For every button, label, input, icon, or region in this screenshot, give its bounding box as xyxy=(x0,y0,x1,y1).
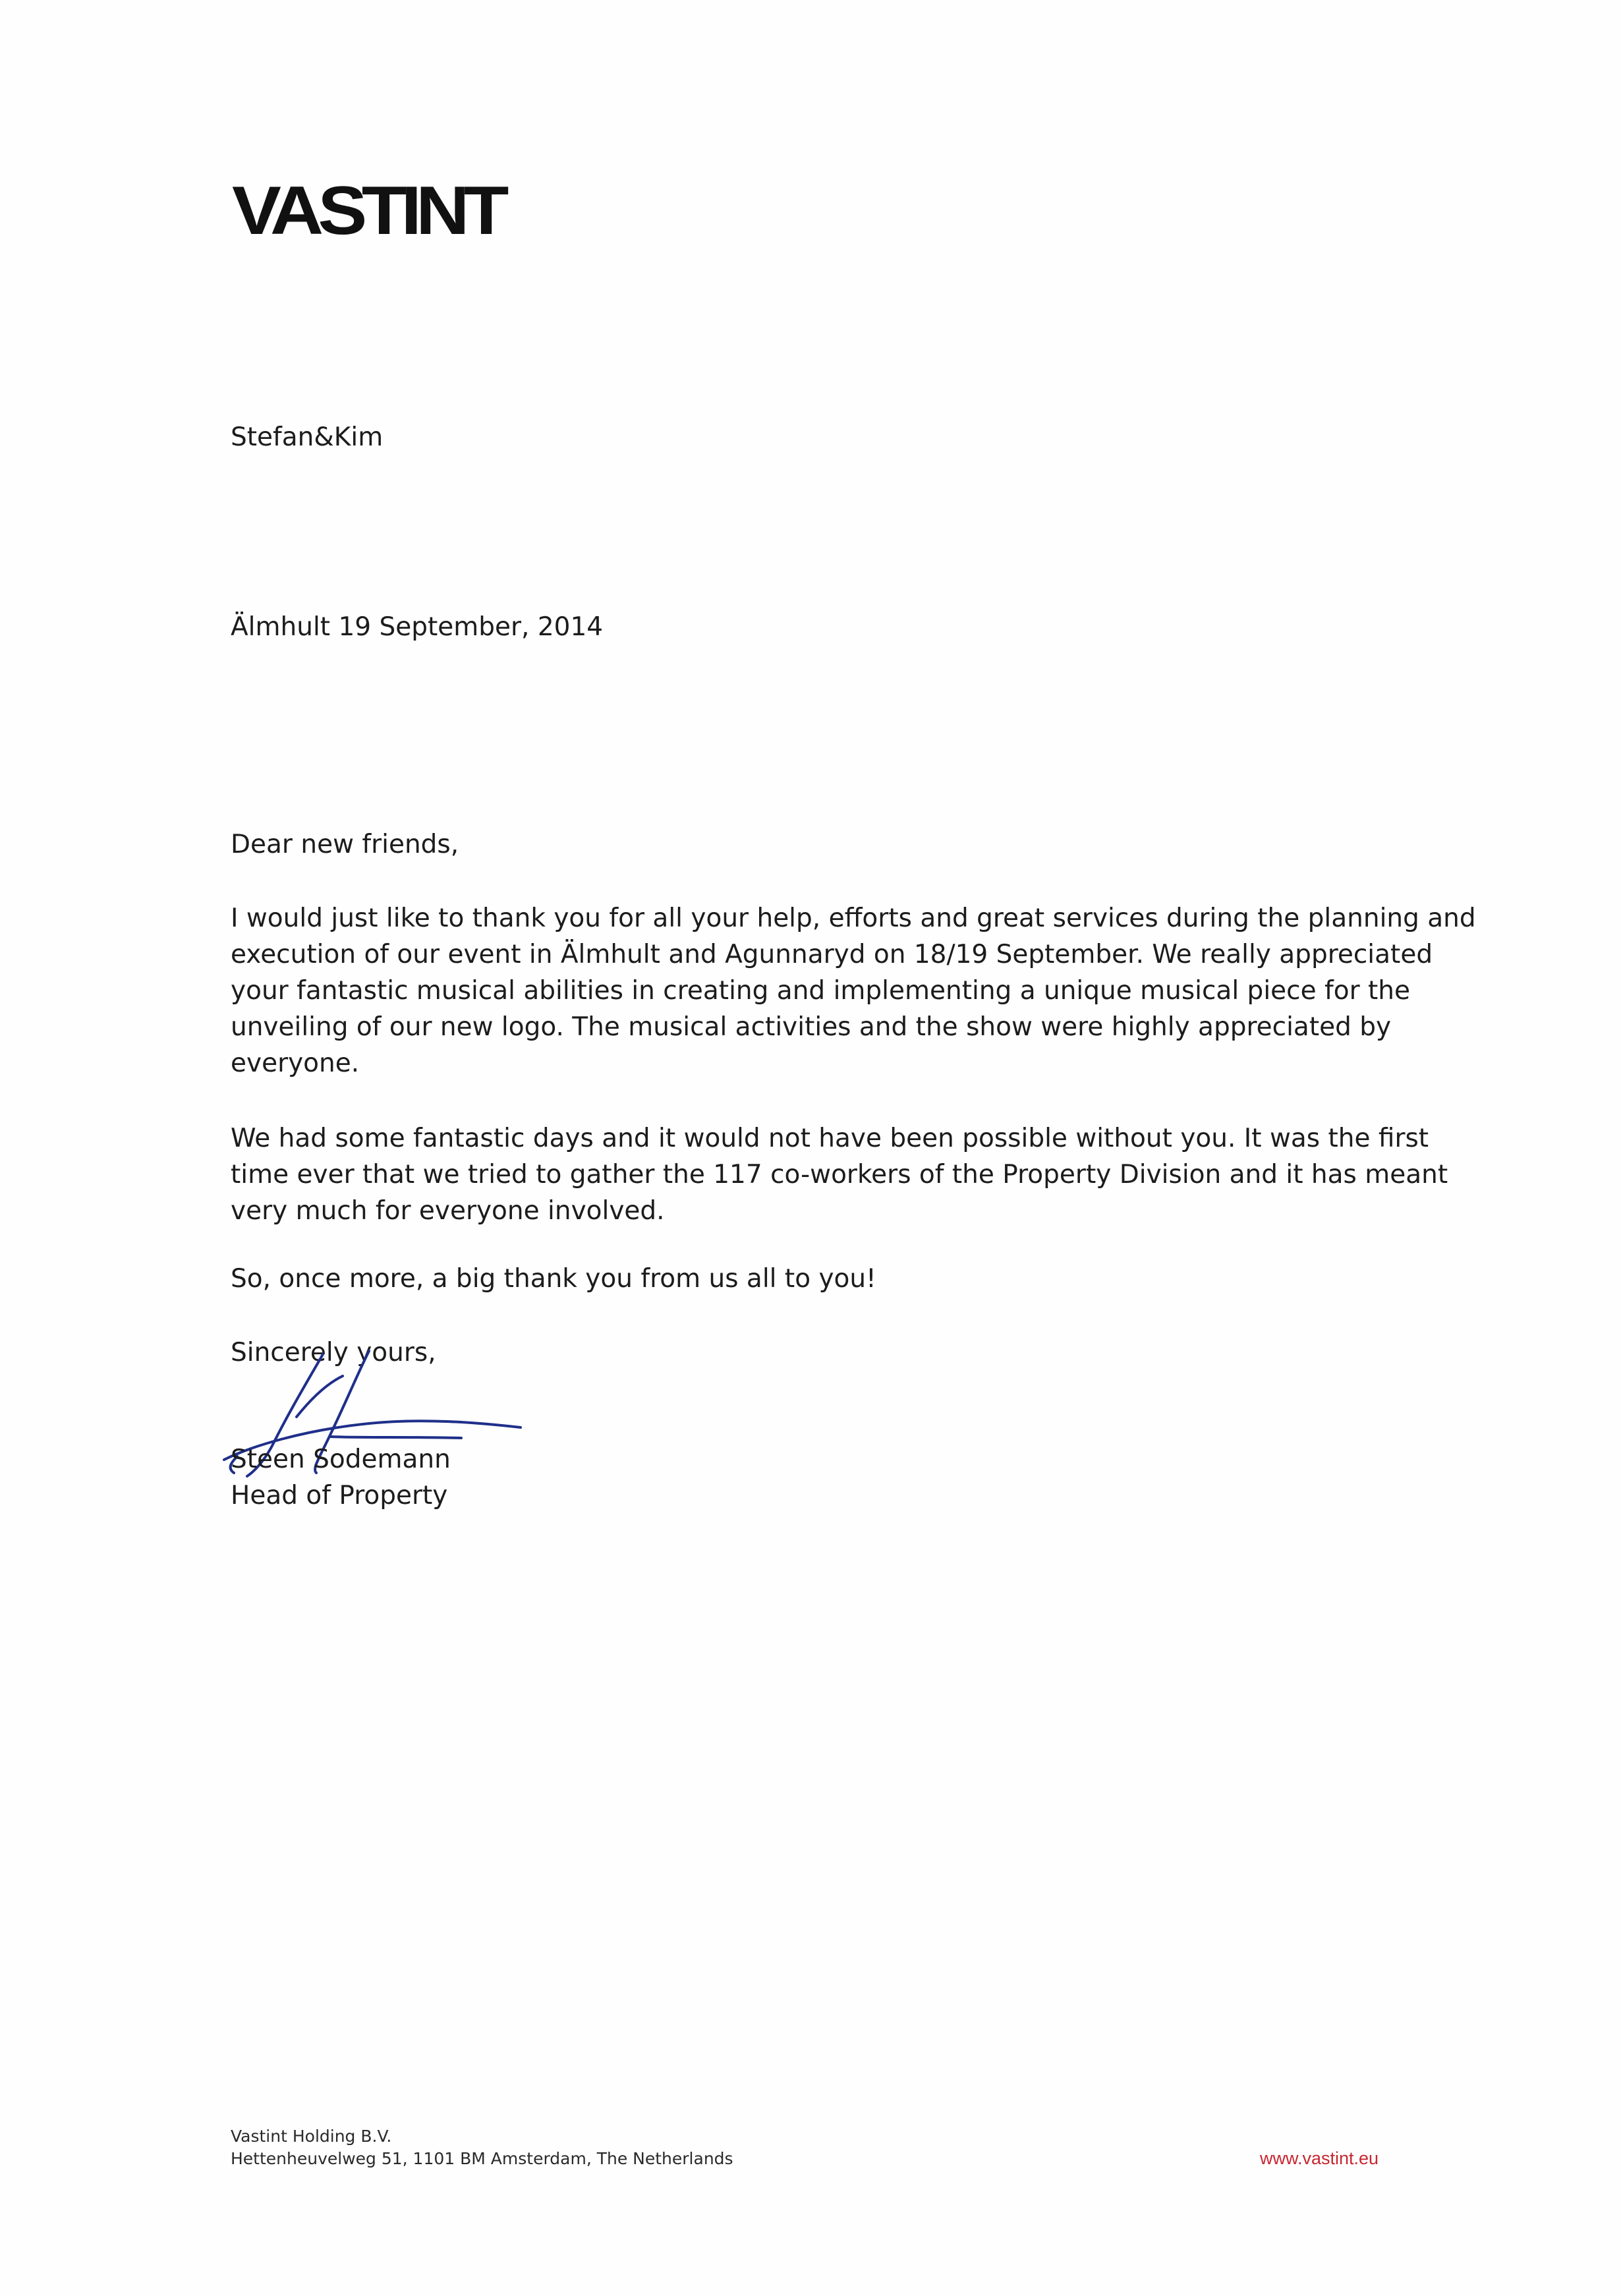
signer-name: Steen Sodemann xyxy=(231,1445,451,1474)
salutation: Dear new friends, xyxy=(231,830,459,859)
company-logo: VASTINT xyxy=(232,173,503,249)
signer-title: Head of Property xyxy=(231,1481,448,1510)
body-paragraph-3: So, once more, a big thank you from us all to you! xyxy=(231,1264,876,1294)
body-paragraph-2: We had some fantastic days and it would not have been possible without you. It was the first time ever that we tried to gather the 117 co-workers of the Property Division and it has meant very much for everyone involved. xyxy=(231,1124,1448,1226)
footer-address: Hettenheuvelweg 51, 1101 BM Amsterdam, The Netherlands xyxy=(231,2149,733,2168)
recipient: Stefan&Kim xyxy=(231,422,384,452)
body-paragraph-1: I would just like to thank you for all your help, efforts and great services during the planning and execution of our event in Älmhult and Agunnaryd on 18/19 September. We really appreciated your fantastic musical abilities in creating and implementing a unique musical piece for the unveiling of our new logo. The musical activities and the show were highly appreciated by everyone. xyxy=(231,904,1476,1078)
dateline: Älmhult 19 September, 2014 xyxy=(231,612,604,642)
closing: Sincerely yours, xyxy=(231,1338,436,1367)
footer-website-link[interactable]: www.vastint.eu xyxy=(1260,2148,1379,2168)
footer-company: Vastint Holding B.V. xyxy=(231,2127,392,2146)
footer-address-block xyxy=(231,2125,733,2170)
